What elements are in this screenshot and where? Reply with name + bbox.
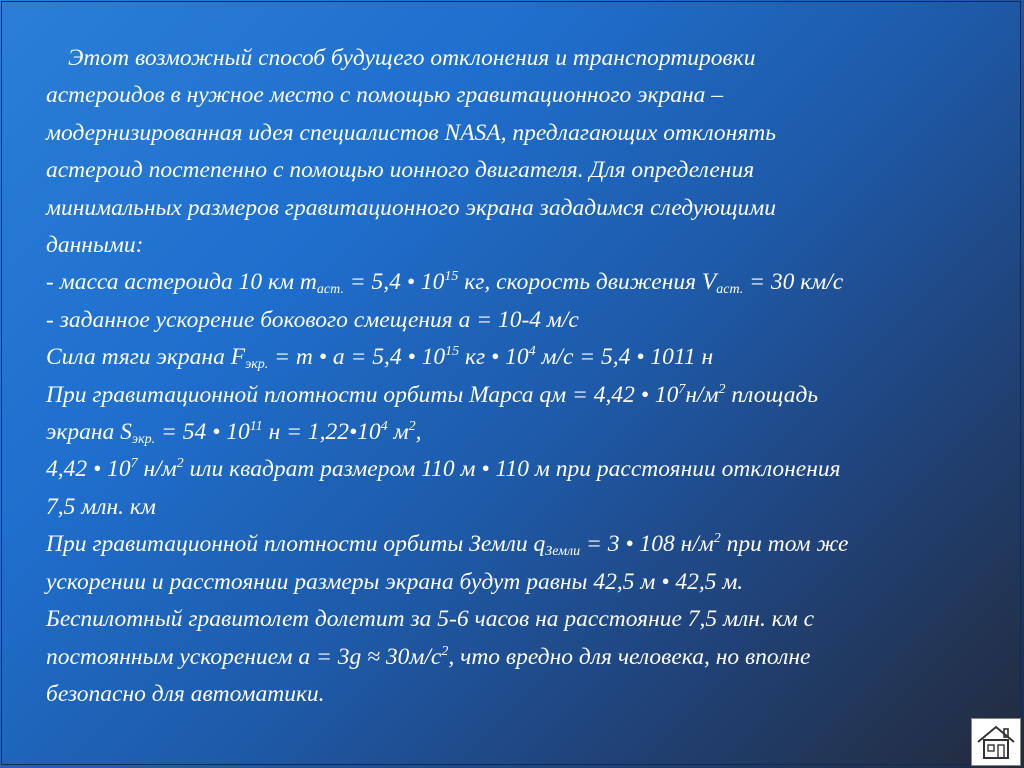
square-text: или квадрат размером 110 м • 110 м при расстоянии отклонения xyxy=(183,456,841,483)
speed-value: = 30 км/с xyxy=(743,269,844,296)
accel-3g-text: постоянным ускорением а = 3g ≈ 30м/с xyxy=(46,643,442,670)
square-unit: н/м xyxy=(137,456,177,483)
accel-3g-exponent: 2 xyxy=(441,643,449,659)
area-comma: , xyxy=(415,419,422,446)
area-formula: = 54 • 10 xyxy=(155,419,250,446)
thrust-exponent-2: 4 xyxy=(528,344,536,360)
mars-density-text: При гравитационной плотности орбиты Марса qм = 4,42 • 10 xyxy=(46,381,679,408)
acceleration-line: - заданное ускорение бокового смещения а = 10-4 м/с xyxy=(46,306,579,333)
text-line-1: Этот возможный способ будущего отклонения и транспортировки xyxy=(68,45,756,71)
area-exponent-2: 4 xyxy=(380,419,388,435)
earth-density-value: = 3 • 108 н/м xyxy=(580,531,714,558)
square-value: 4,42 • 10 xyxy=(46,456,131,483)
home-icon xyxy=(976,724,1016,760)
thrust-exponent-1: 15 xyxy=(445,344,460,360)
thrust-text: Сила тяги экрана F xyxy=(46,344,246,371)
area-subscript: экр. xyxy=(131,432,156,448)
acceleration-3g-line xyxy=(46,639,986,676)
thrust-subscript: экр. xyxy=(245,357,269,373)
screen-area-line xyxy=(46,414,986,451)
speed-text: кг, скорость движения V xyxy=(458,269,717,296)
mass-subscript: аст. xyxy=(316,282,344,298)
mass-exponent: 15 xyxy=(444,269,459,285)
earth-density-line xyxy=(46,526,986,563)
asteroid-mass-line xyxy=(46,264,986,301)
square-size-line xyxy=(46,451,986,488)
home-button[interactable] xyxy=(971,718,1021,766)
square-unit-exponent: 2 xyxy=(176,456,184,472)
square-exponent: 7 xyxy=(130,456,138,472)
area-exponent-1: 11 xyxy=(249,419,263,435)
area-unit: м xyxy=(387,419,409,446)
earth-density-tail: при том же xyxy=(720,531,849,558)
thrust-formula: = m • a = 5,4 • 10 xyxy=(268,344,446,371)
mars-density-unit: н/м xyxy=(685,381,719,408)
area-formula-2: н = 1,22•10 xyxy=(262,419,381,446)
speed-subscript: аст. xyxy=(716,282,744,298)
text-line-15: ускорении и расстоянии размеры экрана будут равны 42,5 м • 42,5 м. xyxy=(46,568,744,595)
earth-subscript: Земли xyxy=(545,544,581,560)
thrust-line xyxy=(46,339,986,376)
text-line-2: астероидов в нужное место с помощью гравитационного экрана – xyxy=(46,82,724,109)
text-line-5: минимальных размеров гравитационного экрана зададимся следующими xyxy=(46,194,777,221)
mars-density-unit-exponent: 2 xyxy=(718,381,726,397)
mars-density-line xyxy=(46,377,986,414)
area-text: площадь xyxy=(725,381,819,408)
area-label: экрана S xyxy=(46,419,132,446)
thrust-formula-2: кг • 10 xyxy=(459,344,529,371)
text-line-6: данными: xyxy=(46,232,144,259)
text-line-18: безопасно для автоматики. xyxy=(46,680,325,707)
slide-body-text xyxy=(46,40,986,713)
text-line-16: Беспилотный гравитолет долетит за 5-6 часов на расстояние 7,5 млн. км с xyxy=(46,606,815,633)
earth-density-exponent: 2 xyxy=(713,531,721,547)
area-unit-exponent: 2 xyxy=(408,419,416,435)
mars-density-exponent: 7 xyxy=(678,381,686,397)
mass-text: - масса астероида 10 км m xyxy=(46,269,317,296)
mass-value: = 5,4 • 10 xyxy=(343,269,445,296)
earth-density-text: При гравитационной плотности орбиты Земли q xyxy=(46,531,546,558)
distance-line: 7,5 млн. км xyxy=(46,493,156,520)
text-line-4: астероид постепенно с помощью ионного двигателя. Для определения xyxy=(46,157,755,184)
text-line-3: модернизированная идея специалистов NASA, предлагающих отклонять xyxy=(46,119,776,146)
thrust-result: м/с = 5,4 • 1011 н xyxy=(535,344,714,371)
accel-3g-tail: , что вредно для человека, но вполне xyxy=(448,643,811,670)
